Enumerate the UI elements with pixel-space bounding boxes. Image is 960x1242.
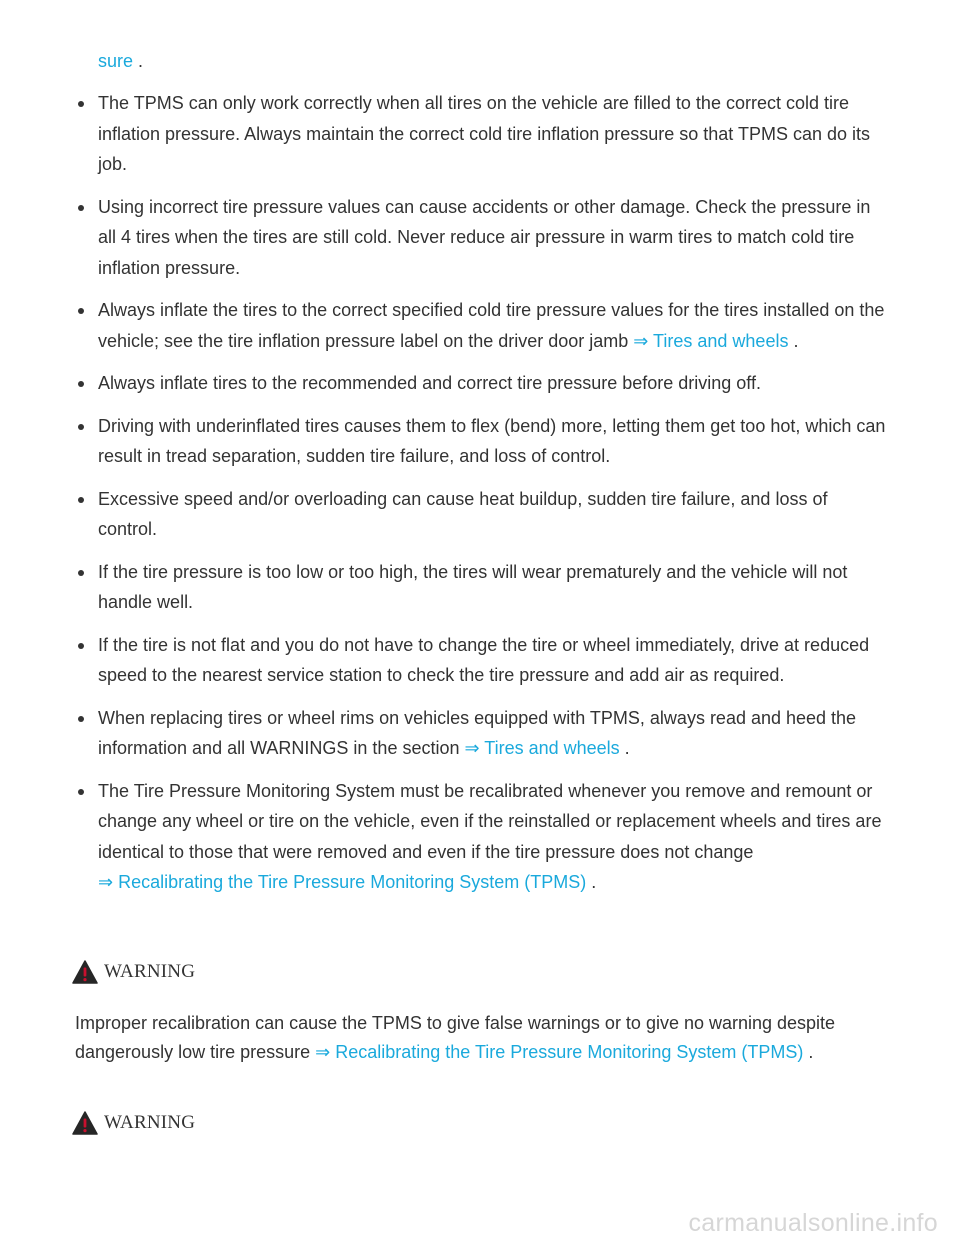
bullet-item: Driving with underinflated tires causes them to flex (bend) more, letting them get too hot, which can result in tread separation, sudden tire failure, and loss of control. [98,411,890,472]
warning-triangle-icon [72,960,98,984]
watermark: carmanualsonline.info [688,1209,938,1237]
tires-and-wheels-link[interactable]: ⇒ Tires and wheels [464,738,620,758]
bullet-item: The Tire Pressure Monitoring System must be recalibrated whenever you remove and remount or change any wheel or tire on the vehicle, even if the reinstalled or replacement wheels and tires are identical to those that were removed and even if the tire pressure does not change ⇒ Recalibrating the Tire Pressure Monitoring System (TPMS) . [98,776,890,898]
bullet-item: Always inflate the tires to the correct specified cold tire pressure values for the tires installed on the vehicle; see the tire inflation pressure label on the driver door jamb ⇒ Tires and wheels . [98,295,890,356]
bullet-item: Using incorrect tire pressure values can cause accidents or other damage. Check the pressure in all 4 tires when the tires are still cold. Never reduce air pressure in warm tires to match cold tire inflation pressure. [98,192,890,284]
tires-and-wheels-link[interactable]: ⇒ Tires and wheels [633,330,789,351]
bullet-item: When replacing tires or wheel rims on vehicles equipped with TPMS, always read and heed the information and all WARNINGS in the section ⇒ Tires and wheels . [98,703,890,764]
recalibrating-tpms-link[interactable]: ⇒ Recalibrating the Tire Pressure Monitoring System (TPMS) [315,1042,804,1062]
continued-line-tail: . [133,51,144,71]
warning-heading [72,1111,195,1135]
warning-heading [72,960,195,984]
tpms-bullet-list [0,88,960,910]
continued-line [98,46,143,76]
recalibrating-tpms-link[interactable]: ⇒ Recalibrating the Tire Pressure Monitoring System (TPMS) [98,872,587,892]
warning-label: WARNING [104,1112,196,1133]
bullet-item: Excessive speed and/or overloading can cause heat buildup, sudden tire failure, and loss of control. [98,484,890,545]
warning-triangle-icon [72,1111,98,1135]
warning-label: WARNING [104,961,196,982]
bullet-item: If the tire pressure is too low or too high, the tires will wear prematurely and the vehicle will not handle well. [98,557,890,618]
warning-text: Improper recalibration can cause the TPMS to give false warnings or to give no warning despite dangerously low tire pressure ⇒ Recalibrating the Tire Pressure Monitoring System (TPMS) . [75,1013,836,1062]
bullet-item: Always inflate tires to the recommended and correct tire pressure before driving off. [98,368,890,399]
bullet-item: The TPMS can only work correctly when all tires on the vehicle are filled to the correct cold tire inflation pressure. Always maintain the correct cold tire inflation pressure so that TPMS can do its job. [98,88,890,180]
sure-link[interactable]: sure [98,51,134,71]
bullet-item: If the tire is not flat and you do not have to change the tire or wheel immediately, drive at reduced speed to the nearest service station to check the tire pressure and add air as required. [98,630,890,691]
